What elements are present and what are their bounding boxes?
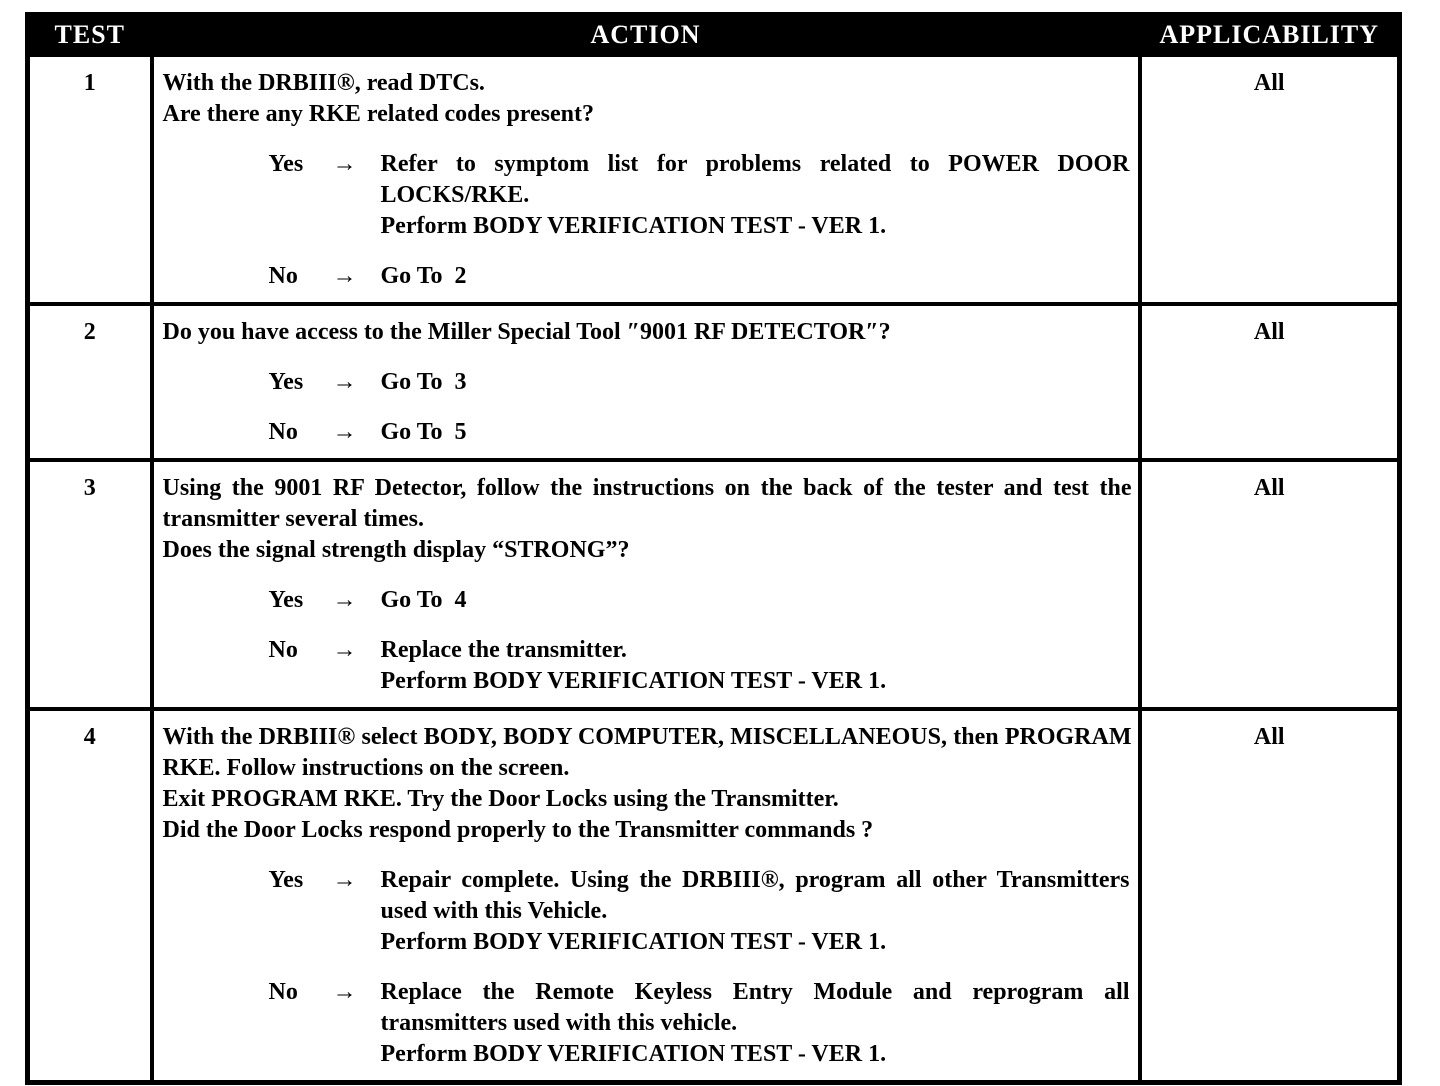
- answer-label: No: [268, 636, 298, 663]
- applicability-value: All: [1140, 709, 1400, 1083]
- right-arrow-icon: →: [332, 150, 357, 177]
- question-line: Exit PROGRAM RKE. Try the Door Locks using the Transmitter.: [162, 785, 839, 812]
- table-row-test-1: [28, 55, 1400, 304]
- action-cell: [152, 709, 1140, 1083]
- applicability-value: All: [1140, 55, 1400, 304]
- answer-branch-no: [269, 977, 1132, 1070]
- action-cell: [152, 460, 1140, 709]
- header-action: ACTION: [152, 15, 1140, 55]
- answer-label: Yes: [268, 150, 304, 177]
- question-line: Do you have access to the Miller Special Tool ″9001 RF DETECTOR″?: [162, 318, 891, 345]
- answer-branch-yes: [269, 149, 1132, 242]
- test-number: 1: [28, 55, 152, 304]
- answer-label: Yes: [268, 586, 304, 613]
- answer-line: Go To 2: [380, 262, 467, 289]
- answer-text: [381, 865, 1132, 958]
- answer-text: [381, 977, 1132, 1070]
- action-cell: [152, 304, 1140, 460]
- answer-text: [381, 417, 1132, 448]
- answer-label: Yes: [268, 368, 304, 395]
- test-number: 4: [28, 709, 152, 1083]
- answer-branch-yes: [269, 865, 1132, 958]
- answer-line: Perform BODY VERIFICATION TEST - VER 1.: [380, 1040, 887, 1067]
- right-arrow-icon: →: [332, 368, 357, 395]
- question-line: Using the 9001 RF Detector, follow the instructions on the back of the tester and test the transmitter several times.: [162, 474, 1132, 532]
- answer-line: Go To 4: [380, 586, 467, 613]
- table-row-test-2: [28, 304, 1400, 460]
- answer-label: No: [268, 262, 298, 289]
- right-arrow-icon: →: [332, 978, 357, 1005]
- answer-branch-no: [269, 417, 1132, 448]
- question-line: Are there any RKE related codes present?: [162, 100, 594, 127]
- right-arrow-icon: →: [332, 586, 357, 613]
- question-line: Did the Door Locks respond properly to the Transmitter commands ?: [162, 816, 874, 843]
- answer-branch-no: [269, 261, 1132, 292]
- right-arrow-icon: →: [332, 866, 357, 893]
- right-arrow-icon: →: [332, 636, 357, 663]
- answer-text: [381, 635, 1132, 697]
- diagnostic-test-table: [25, 12, 1402, 1085]
- test-number: 3: [28, 460, 152, 709]
- answer-branch-yes: [269, 367, 1132, 398]
- table-row-test-3: [28, 460, 1400, 709]
- answer-line: Repair complete. Using the DRBIII®, program all other Transmitters used with this Vehicle.: [380, 866, 1130, 924]
- answer-text: [381, 149, 1132, 242]
- answer-text: [381, 585, 1132, 616]
- answer-text: [381, 261, 1132, 292]
- answer-line: Perform BODY VERIFICATION TEST - VER 1.: [380, 667, 887, 694]
- action-cell: [152, 55, 1140, 304]
- answer-line: Go To 3: [380, 368, 467, 395]
- question-line: With the DRBIII®, read DTCs.: [162, 69, 485, 96]
- answer-line: Replace the transmitter.: [380, 636, 627, 663]
- question-line: With the DRBIII® select BODY, BODY COMPUTER, MISCELLANEOUS, then PROGRAM RKE. Follow instructions on the screen.: [162, 723, 1132, 781]
- question-line: Does the signal strength display “STRONG”?: [162, 536, 630, 563]
- applicability-value: All: [1140, 460, 1400, 709]
- answer-branch-no: [269, 635, 1132, 697]
- test-number: 2: [28, 304, 152, 460]
- answer-line: Perform BODY VERIFICATION TEST - VER 1.: [380, 212, 887, 239]
- table-row-test-4: [28, 709, 1400, 1083]
- answer-line: Replace the Remote Keyless Entry Module and reprogram all transmitters used with this vehicle.: [380, 978, 1130, 1036]
- right-arrow-icon: →: [332, 418, 357, 445]
- applicability-value: All: [1140, 304, 1400, 460]
- answer-text: [381, 367, 1132, 398]
- header-applicability: APPLICABILITY: [1140, 15, 1400, 55]
- answer-line: Refer to symptom list for problems related to POWER DOOR LOCKS/RKE.: [380, 150, 1130, 208]
- right-arrow-icon: →: [332, 262, 357, 289]
- answer-branch-yes: [269, 585, 1132, 616]
- answer-label: Yes: [268, 866, 304, 893]
- answer-line: Perform BODY VERIFICATION TEST - VER 1.: [380, 928, 887, 955]
- header-test: TEST: [28, 15, 152, 55]
- answer-line: Go To 5: [380, 418, 467, 445]
- table-header-row: [28, 15, 1400, 55]
- answer-label: No: [268, 418, 298, 445]
- answer-label: No: [268, 978, 298, 1005]
